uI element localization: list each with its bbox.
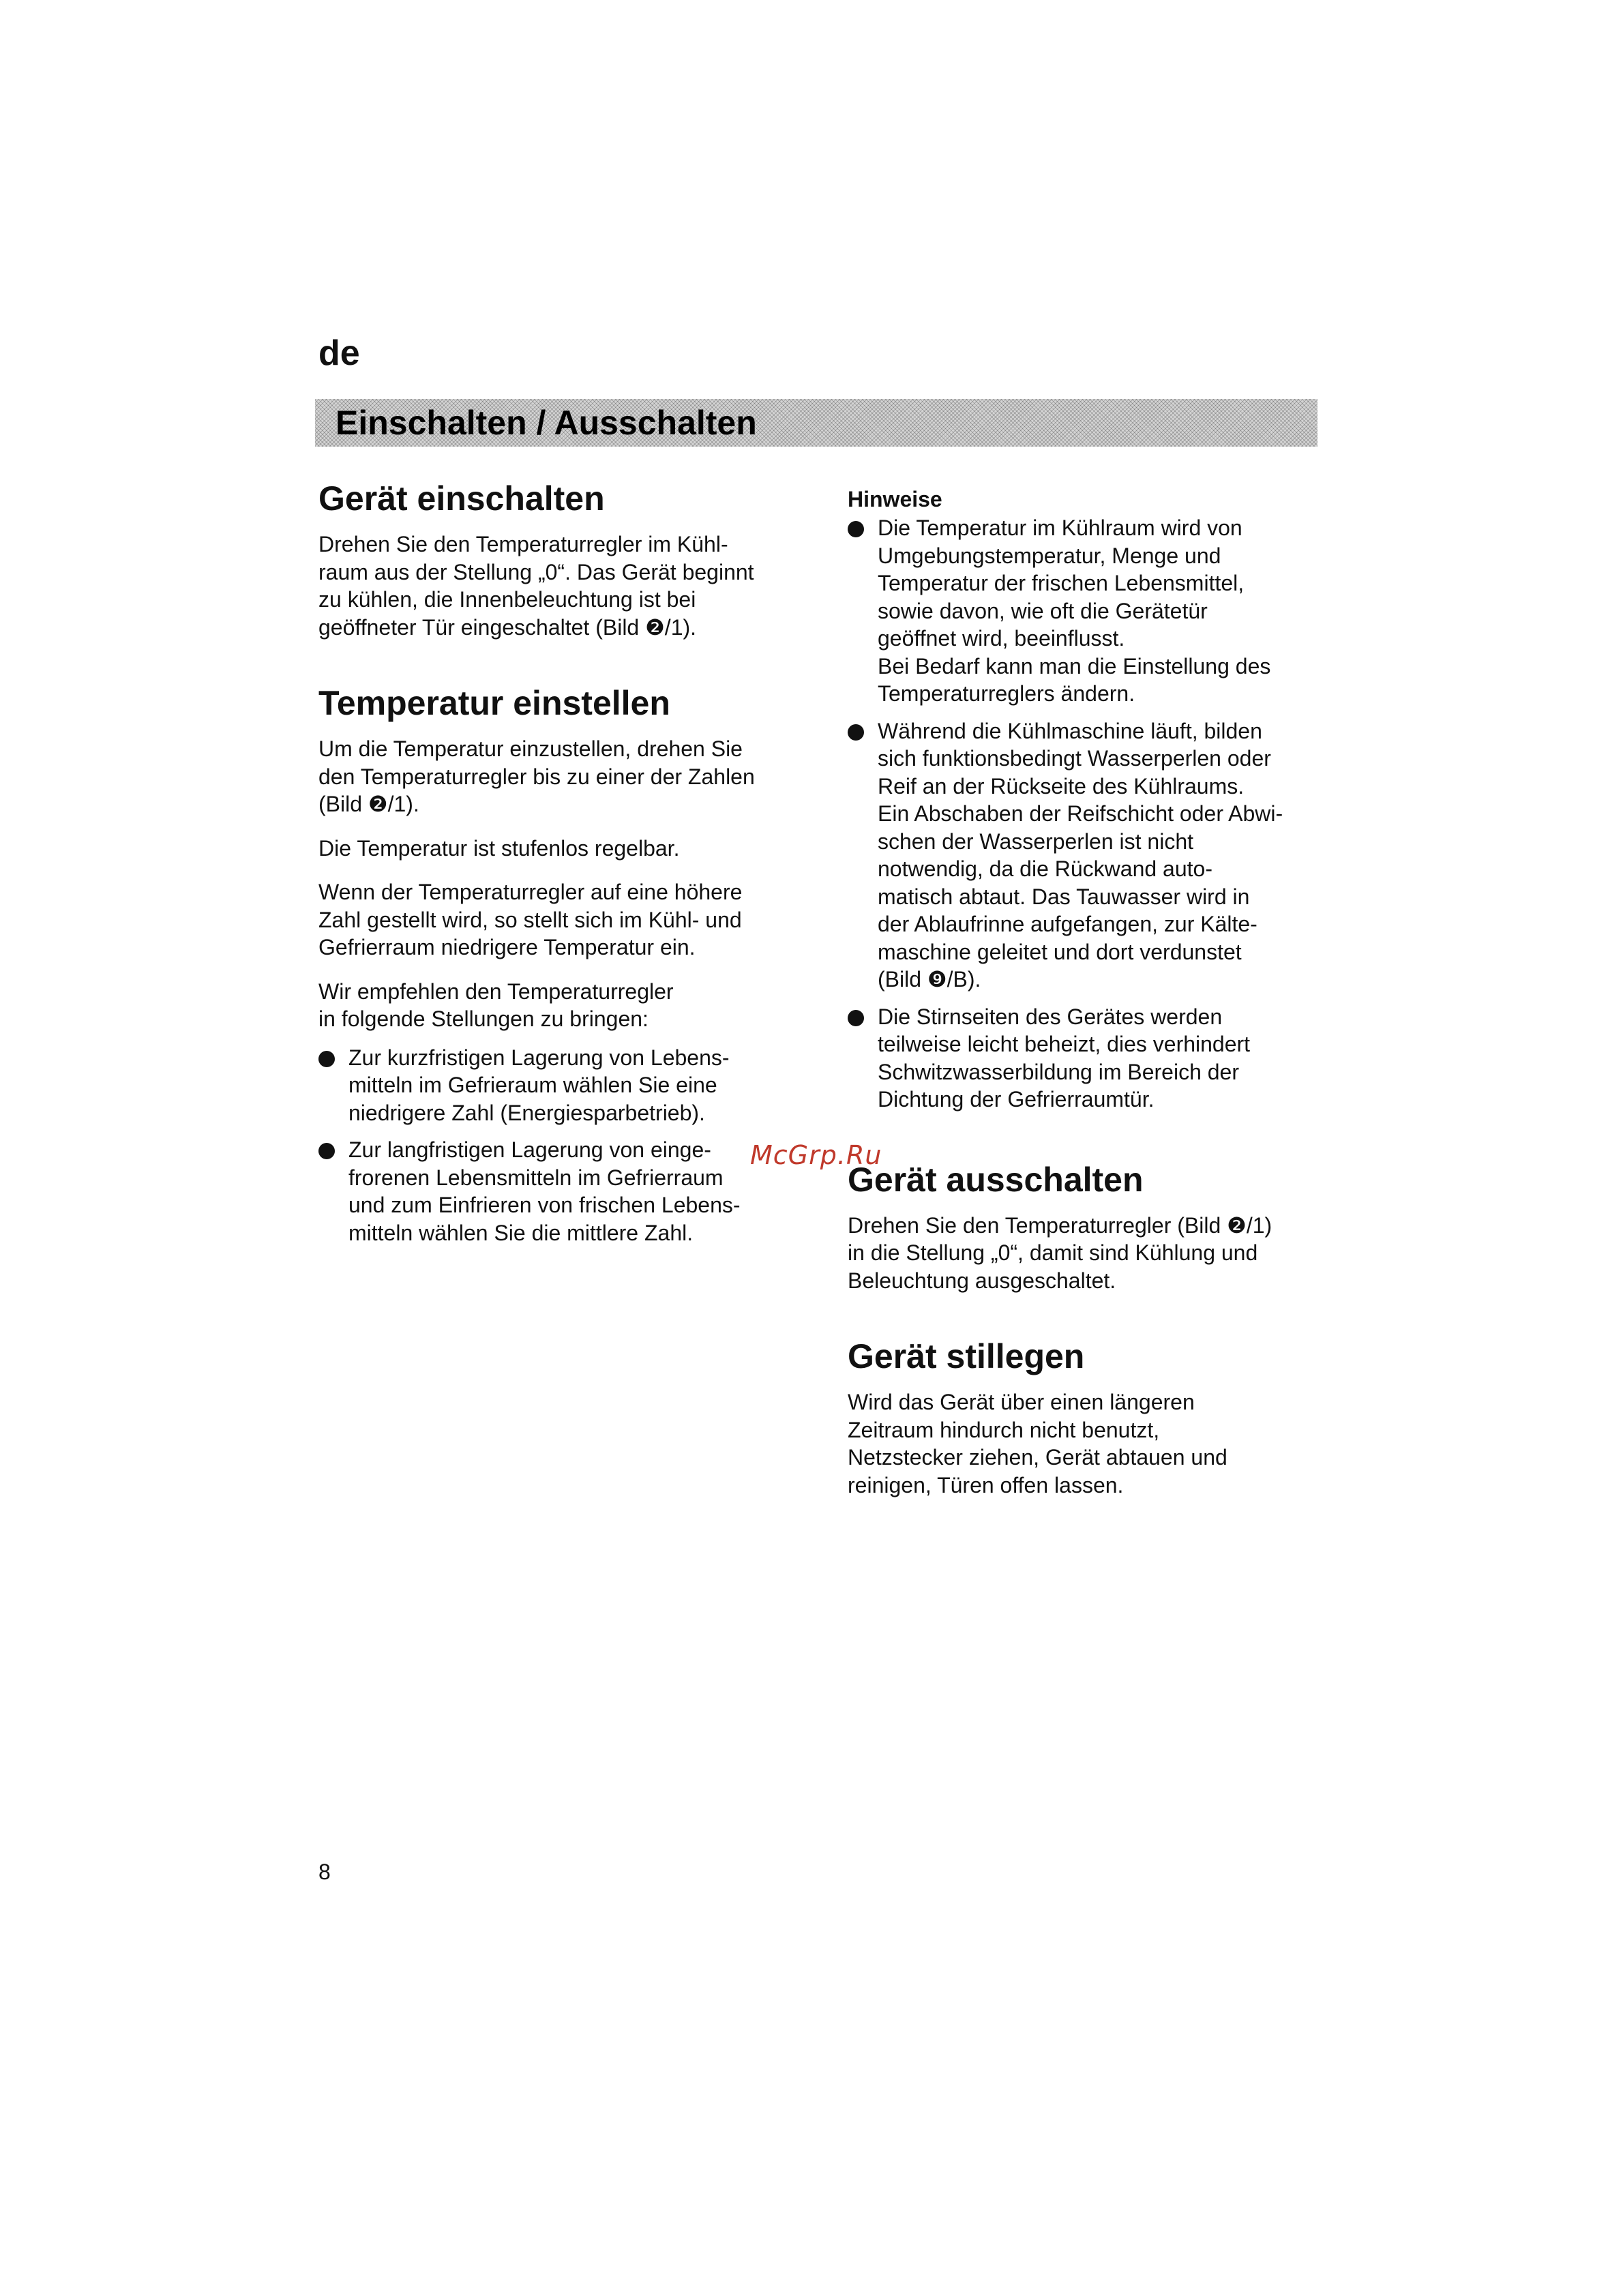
- text-line: geöffneter Tür eingeschaltet (Bild ❷/1).: [318, 614, 697, 640]
- right-column: [848, 477, 1325, 1499]
- paragraph-stillegen: [848, 1388, 1325, 1499]
- bullet-icon: [318, 1051, 335, 1067]
- text-line: Die Stirnseiten des Gerätes werden: [878, 1004, 1223, 1029]
- text-line: mitteln im Gefrieraum wählen Sie eine: [348, 1073, 717, 1097]
- text-line: sich funktionsbedingt Wasserperlen oder: [878, 746, 1271, 771]
- text-line: Netzstecker ziehen, Gerät abtauen und: [848, 1445, 1227, 1470]
- list-item: [848, 1003, 1325, 1114]
- text-line: Während die Kühlmaschine läuft, bilden: [878, 718, 1262, 743]
- text-line: Umgebungstemperatur, Menge und: [878, 543, 1221, 568]
- text-line: Wenn der Temperaturregler auf eine höhere: [318, 880, 743, 904]
- paragraph-ausschalten: [848, 1212, 1325, 1295]
- paragraph-einschalten: [318, 531, 809, 641]
- text-line: frorenen Lebensmitteln im Gefrierraum: [348, 1165, 724, 1190]
- watermark: McGrp.Ru: [750, 1140, 882, 1170]
- text-line: geöffnet wird, beeinflusst.: [878, 626, 1125, 651]
- text-line: niedrigere Zahl (Energiesparbetrieb).: [348, 1100, 705, 1125]
- text-line: Zur kurzfristigen Lagerung von Lebens-: [348, 1045, 730, 1070]
- text-line: (Bild ❾/B).: [878, 967, 981, 992]
- text-line: mitteln wählen Sie die mittlere Zahl.: [348, 1220, 694, 1245]
- language-code: de: [318, 333, 360, 373]
- text-line: sowie davon, wie oft die Gerätetür: [878, 598, 1208, 623]
- text-line: matisch abtaut. Das Tauwasser wird in: [878, 884, 1250, 909]
- banner-title: Einschalten / Ausschalten: [336, 404, 757, 442]
- section-banner: [315, 399, 1317, 447]
- text-line: Drehen Sie den Temperaturregler (Bild ❷/1): [848, 1212, 1272, 1238]
- text-line: Um die Temperatur einzustellen, drehen Sie: [318, 736, 743, 761]
- text-line: raum aus der Stellung „0“. Das Gerät beginnt: [318, 559, 754, 584]
- text-line: teilweise leicht beheizt, dies verhindert: [878, 1032, 1251, 1056]
- bullet-list-stellungen: [318, 1044, 809, 1247]
- heading-geraet-einschalten: Gerät einschalten: [318, 479, 605, 518]
- text-line: Schwitzwasserbildung im Bereich der: [878, 1059, 1239, 1084]
- list-item: [848, 514, 1325, 708]
- list-item: [848, 717, 1325, 994]
- bullet-icon: [848, 724, 864, 741]
- paragraph-temperatur-3: [318, 878, 809, 961]
- text-line: Zur langfristigen Lagerung von einge-: [348, 1137, 711, 1162]
- paragraph-temperatur-2: Die Temperatur ist stufenlos regelbar.: [318, 835, 680, 861]
- bullet-icon: [848, 521, 864, 537]
- bullet-list-hinweise: [848, 514, 1325, 1114]
- text-line: Zahl gestellt wird, so stellt sich im Kühl- und: [318, 907, 742, 932]
- hinweise-title: Hinweise: [848, 487, 942, 511]
- text-line: Bei Bedarf kann man die Einstellung des: [878, 653, 1271, 679]
- text-line: schen der Wasserperlen ist nicht: [878, 829, 1194, 854]
- list-item: [318, 1044, 809, 1127]
- text-line: Reif an der Rückseite des Kühlraums.: [878, 773, 1245, 799]
- text-line: Die Temperatur im Kühlraum wird von: [878, 516, 1242, 540]
- heading-geraet-ausschalten: Gerät ausschalten: [848, 1160, 1144, 1199]
- text-line: (Bild ❷/1).: [318, 792, 419, 816]
- text-line: Temperatur der frischen Lebensmittel,: [878, 571, 1245, 595]
- left-column: [318, 477, 809, 1256]
- text-line: notwendig, da die Rückwand auto-: [878, 856, 1212, 881]
- paragraph-temperatur-4: [318, 978, 809, 1033]
- heading-temperatur-einstellen: Temperatur einstellen: [318, 684, 670, 722]
- text-line: Wir empfehlen den Temperaturregler: [318, 979, 674, 1004]
- text-line: Temperaturreglers ändern.: [878, 681, 1135, 706]
- text-line: in die Stellung „0“, damit sind Kühlung und: [848, 1240, 1258, 1265]
- text-line: Zeitraum hindurch nicht benutzt,: [848, 1417, 1160, 1442]
- paragraph-temperatur-1: [318, 735, 809, 818]
- text-line: in folgende Stellungen zu bringen:: [318, 1007, 649, 1031]
- bullet-icon: [318, 1143, 335, 1159]
- text-line: den Temperaturregler bis zu einer der Zahlen: [318, 764, 755, 789]
- text-line: und zum Einfrieren von frischen Lebens-: [348, 1193, 741, 1217]
- text-line: Drehen Sie den Temperaturregler im Kühl-: [318, 532, 728, 556]
- bullet-icon: [848, 1010, 864, 1026]
- heading-geraet-stillegen: Gerät stillegen: [848, 1337, 1085, 1375]
- list-item: [318, 1136, 809, 1247]
- text-line: zu kühlen, die Innenbeleuchtung ist bei: [318, 587, 696, 612]
- text-line: maschine geleitet und dort verdunstet: [878, 939, 1242, 964]
- page-number: 8: [318, 1860, 331, 1884]
- text-line: Ein Abschaben der Reifschicht oder Abwi-: [878, 801, 1283, 826]
- text-line: der Ablaufrinne aufgefangen, zur Kälte-: [878, 912, 1257, 936]
- text-line: Gefrierraum niedrigere Temperatur ein.: [318, 935, 696, 959]
- text-line: Dichtung der Gefrierraumtür.: [878, 1087, 1155, 1112]
- text-line: reinigen, Türen offen lassen.: [848, 1472, 1124, 1497]
- text-line: Wird das Gerät über einen längeren: [848, 1390, 1195, 1414]
- text-line: Beleuchtung ausgeschaltet.: [848, 1268, 1116, 1293]
